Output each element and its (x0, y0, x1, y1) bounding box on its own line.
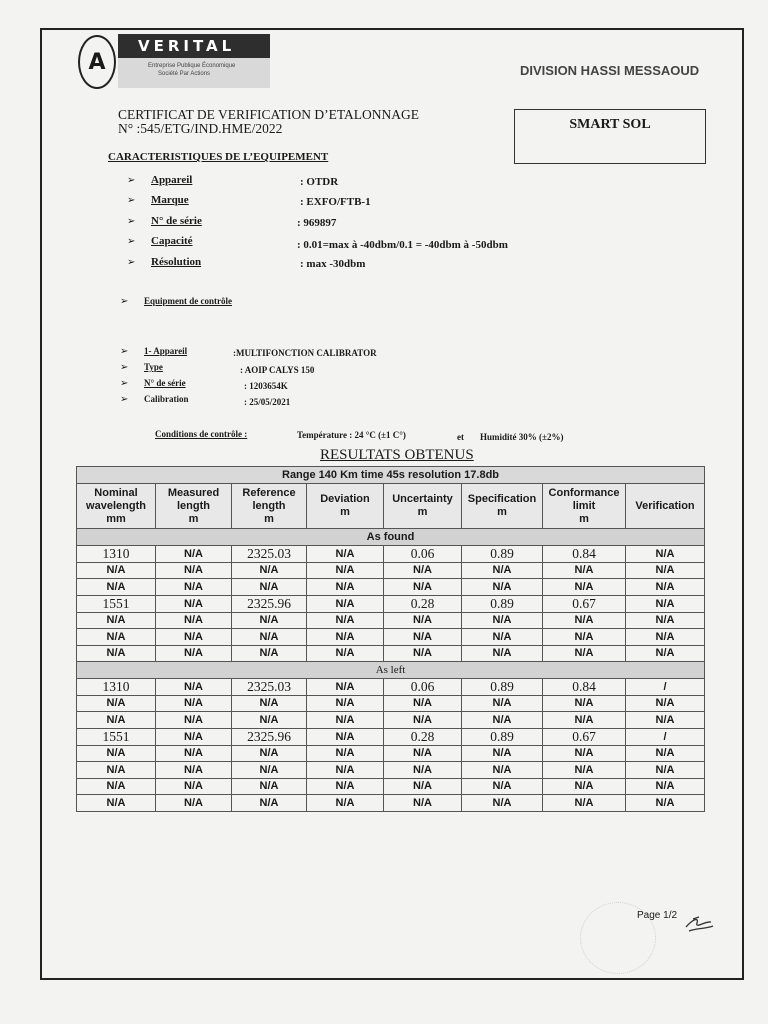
table-cell: N/A (543, 579, 626, 596)
control-label: Calibration (144, 394, 189, 404)
table-row (77, 645, 705, 662)
table-cell: 1310 (77, 545, 156, 562)
table-cell: N/A (77, 579, 156, 596)
table-cell: 0.67 (543, 728, 626, 745)
table-cell: N/A (462, 712, 543, 729)
table-cell: N/A (462, 629, 543, 646)
certificate-number: N° :545/ETG/IND.HME/2022 (118, 121, 283, 136)
table-cell: N/A (232, 629, 307, 646)
table-cell: N/A (626, 778, 705, 795)
table-row (77, 728, 705, 745)
column-header (307, 484, 384, 529)
table-cell: N/A (543, 612, 626, 629)
table-cell: N/A (307, 612, 384, 629)
control-section-heading (120, 296, 232, 307)
table-row (77, 595, 705, 612)
column-header-line: Verification (635, 499, 695, 512)
section-band (77, 529, 705, 546)
column-header-line: m (579, 512, 589, 525)
table-cell: N/A (77, 795, 156, 812)
table-cell: 0.89 (462, 595, 543, 612)
table-cell: N/A (156, 795, 232, 812)
control-item (120, 378, 186, 389)
table-cell: N/A (232, 762, 307, 779)
equipment-value: : 969897 (297, 217, 337, 229)
verital-logo (118, 34, 270, 88)
table-cell: 0.84 (543, 678, 626, 695)
column-header (77, 484, 156, 529)
equipment-item (127, 174, 192, 186)
table-cell: N/A (232, 562, 307, 579)
table-cell: 2325.03 (232, 678, 307, 695)
equipment-item (127, 256, 201, 268)
equipment-value: : max -30dbm (300, 258, 366, 270)
table-cell: / (626, 678, 705, 695)
table-cell: N/A (462, 795, 543, 812)
table-cell: N/A (156, 612, 232, 629)
equipment-section-title: CARACTERISTIQUES DE L’EQUIPEMENT (108, 151, 329, 163)
company-subtitle (118, 58, 270, 88)
company-subtitle-line1: Entreprise Publique Économique (148, 63, 236, 69)
table-cell: N/A (384, 562, 462, 579)
table-cell: N/A (307, 762, 384, 779)
table-cell: N/A (77, 562, 156, 579)
logo-letter: A (88, 49, 106, 75)
signature-icon (683, 913, 715, 937)
table-cell: N/A (462, 612, 543, 629)
column-header-line: Specification (467, 493, 537, 505)
table-row (77, 545, 705, 562)
control-item (120, 362, 163, 373)
table-cell: N/A (384, 795, 462, 812)
equipment-item (127, 194, 189, 206)
arrow-bullet-icon: ➢ (127, 257, 136, 268)
results-title: RESULTATS OBTENUS (320, 447, 474, 463)
table-cell: N/A (462, 562, 543, 579)
table-cell: N/A (384, 745, 462, 762)
company-name: VERITAL (118, 34, 270, 58)
column-header-line: m (188, 512, 199, 525)
column-header-line: limit (572, 499, 596, 512)
table-cell: N/A (384, 762, 462, 779)
table-cell: N/A (156, 678, 232, 695)
verital-logo-mark (78, 35, 116, 89)
table-row (77, 562, 705, 579)
arrow-bullet-icon: ➢ (127, 195, 136, 206)
table-cell: N/A (307, 595, 384, 612)
table-cell: N/A (384, 778, 462, 795)
table-cell: N/A (384, 645, 462, 662)
table-cell: N/A (462, 778, 543, 795)
table-cell: N/A (384, 629, 462, 646)
column-header-line: mm (106, 512, 126, 525)
table-cell: N/A (626, 745, 705, 762)
table-cell: 0.89 (462, 728, 543, 745)
table-cell: 0.89 (462, 678, 543, 695)
column-header (156, 484, 232, 529)
table-cell: N/A (232, 745, 307, 762)
control-item (120, 394, 189, 405)
table-cell: N/A (156, 712, 232, 729)
control-value: :MULTIFONCTION CALIBRATOR (233, 348, 377, 358)
client-box (514, 109, 706, 164)
table-cell: N/A (307, 629, 384, 646)
table-cell: N/A (543, 695, 626, 712)
table-cell: N/A (232, 695, 307, 712)
table-cell: / (626, 728, 705, 745)
table-cell: N/A (307, 545, 384, 562)
equipment-label: N° de série (151, 215, 202, 227)
table-row (77, 695, 705, 712)
table-cell: N/A (384, 712, 462, 729)
column-header (232, 484, 307, 529)
arrow-bullet-icon: ➢ (127, 236, 136, 247)
column-header-line: wavelength (86, 499, 146, 512)
table-row (77, 745, 705, 762)
arrow-bullet-icon: ➢ (120, 394, 129, 405)
table-cell: N/A (77, 629, 156, 646)
table-cell: N/A (77, 645, 156, 662)
table-cell: N/A (156, 745, 232, 762)
table-cell: 1551 (77, 595, 156, 612)
column-header (626, 484, 705, 529)
arrow-bullet-icon: ➢ (127, 216, 136, 227)
results-table (76, 466, 705, 812)
temperature-value: Température : 24 °C (±1 C°) (297, 430, 406, 440)
column-header-line: length (252, 499, 286, 512)
table-cell: N/A (626, 612, 705, 629)
table-cell: N/A (156, 629, 232, 646)
table-cell: 1551 (77, 728, 156, 745)
table-cell: N/A (384, 612, 462, 629)
table-cell: N/A (462, 695, 543, 712)
column-header-line: m (340, 506, 350, 518)
control-label: Type (144, 362, 163, 372)
table-cell: N/A (307, 745, 384, 762)
table-cell: N/A (626, 629, 705, 646)
table-cell: N/A (384, 579, 462, 596)
control-section-title: Equipment de contrôle (144, 296, 233, 306)
column-header-line: Uncertainty (392, 493, 453, 505)
arrow-bullet-icon: ➢ (120, 296, 129, 307)
table-cell: N/A (626, 545, 705, 562)
table-cell: N/A (626, 562, 705, 579)
table-cell: N/A (156, 645, 232, 662)
table-cell: 1310 (77, 678, 156, 695)
table-cell: N/A (307, 712, 384, 729)
column-header-line: Nominal (94, 486, 138, 499)
table-cell: 0.28 (384, 728, 462, 745)
table-cell: 0.06 (384, 678, 462, 695)
column-header-line: m (497, 506, 507, 518)
column-header (384, 484, 462, 529)
table-cell: N/A (232, 795, 307, 812)
results-body (77, 529, 705, 812)
control-label: 1- Appareil (144, 346, 188, 356)
table-cell: 2325.96 (232, 595, 307, 612)
table-row (77, 612, 705, 629)
table-cell: N/A (156, 778, 232, 795)
table-cell: N/A (543, 562, 626, 579)
table-cell: N/A (384, 695, 462, 712)
table-cell: N/A (307, 778, 384, 795)
section-band (77, 662, 705, 679)
certificate-title: CERTIFICAT DE VERIFICATION D’ETALONNAGE (118, 107, 419, 122)
column-header-line: Measured (167, 486, 220, 499)
table-cell: N/A (626, 795, 705, 812)
equipment-label: Appareil (151, 174, 193, 186)
table-cell: N/A (232, 712, 307, 729)
table-cell: N/A (232, 612, 307, 629)
company-subtitle-line2: Société Par Actions (158, 71, 211, 77)
table-cell: N/A (232, 778, 307, 795)
table-cell: N/A (462, 579, 543, 596)
table-row (77, 712, 705, 729)
equipment-label: Marque (151, 194, 189, 206)
control-value: : 25/05/2021 (244, 397, 291, 407)
column-header-line: Conformance (548, 486, 620, 499)
table-cell: N/A (156, 728, 232, 745)
table-cell: N/A (543, 778, 626, 795)
table-cell: N/A (462, 745, 543, 762)
table-cell: N/A (307, 645, 384, 662)
table-cell: 0.06 (384, 545, 462, 562)
table-cell: N/A (77, 712, 156, 729)
table-cell: N/A (156, 595, 232, 612)
column-header (462, 484, 543, 529)
client-name: SMART SOL (569, 117, 651, 132)
section-label: As found (77, 529, 705, 546)
table-cell: N/A (307, 795, 384, 812)
table-row (77, 678, 705, 695)
column-header-line: m (417, 506, 428, 518)
table-row (77, 762, 705, 779)
table-cell: 0.28 (384, 595, 462, 612)
table-cell: N/A (626, 712, 705, 729)
table-cell: 2325.03 (232, 545, 307, 562)
table-cell: 2325.96 (232, 728, 307, 745)
table-cell: N/A (307, 695, 384, 712)
table-cell: N/A (77, 612, 156, 629)
arrow-bullet-icon: ➢ (127, 175, 136, 186)
equipment-value: : OTDR (300, 176, 339, 188)
section-label: As left (77, 662, 705, 679)
conjunction-et: et (457, 432, 464, 442)
table-cell: N/A (307, 728, 384, 745)
page-number: Page 1/2 (637, 910, 678, 921)
arrow-bullet-icon: ➢ (120, 362, 129, 373)
control-item (120, 346, 187, 357)
column-header-row (77, 484, 705, 529)
equipment-item (127, 215, 202, 227)
table-cell: N/A (156, 562, 232, 579)
column-header (543, 484, 626, 529)
table-cell: 0.89 (462, 545, 543, 562)
column-header-line: Reference (242, 486, 296, 499)
table-cell: N/A (77, 695, 156, 712)
table-cell: N/A (626, 695, 705, 712)
table-cell: N/A (543, 645, 626, 662)
humidity-value: Humidité 30% (±2%) (480, 432, 564, 442)
equipment-item (127, 235, 193, 247)
table-cell: N/A (156, 762, 232, 779)
table-cell: N/A (626, 595, 705, 612)
table-row (77, 795, 705, 812)
control-label: N° de série (144, 378, 186, 388)
table-cell: 0.84 (543, 545, 626, 562)
table-cell: N/A (543, 712, 626, 729)
range-header: Range 140 Km time 45s resolution 17.8db (77, 467, 705, 484)
table-row (77, 629, 705, 646)
table-cell: N/A (462, 645, 543, 662)
table-cell: N/A (543, 629, 626, 646)
table-row (77, 579, 705, 596)
table-cell: N/A (307, 562, 384, 579)
table-cell: N/A (626, 762, 705, 779)
column-header-line: Deviation (320, 493, 370, 505)
table-cell: N/A (156, 579, 232, 596)
table-cell: N/A (462, 762, 543, 779)
equipment-value: : EXFO/FTB-1 (300, 196, 371, 208)
table-cell: N/A (156, 545, 232, 562)
table-cell: N/A (156, 695, 232, 712)
table-cell: N/A (543, 762, 626, 779)
table-row (77, 778, 705, 795)
division-label: DIVISION HASSI MESSAOUD (520, 63, 700, 78)
arrow-bullet-icon: ➢ (120, 346, 129, 357)
table-cell: N/A (77, 762, 156, 779)
table-cell: N/A (307, 678, 384, 695)
table-cell: N/A (232, 645, 307, 662)
certificate-heading (118, 108, 419, 136)
table-cell: N/A (77, 778, 156, 795)
table-cell: N/A (543, 745, 626, 762)
table-cell: N/A (77, 745, 156, 762)
control-value: : 1203654K (244, 381, 288, 391)
conditions-label: Conditions de contrôle : (155, 429, 248, 439)
table-cell: N/A (307, 579, 384, 596)
column-header-line: m (264, 512, 274, 525)
table-cell: N/A (626, 579, 705, 596)
equipment-label: Capacité (151, 235, 193, 247)
equipment-value: : 0.01=max à -40dbm/0.1 = -40dbm à -50dbm (297, 239, 508, 251)
table-cell: 0.67 (543, 595, 626, 612)
table-cell: N/A (626, 645, 705, 662)
column-header-line: length (177, 499, 210, 512)
table-cell: N/A (543, 795, 626, 812)
table-cell: N/A (232, 579, 307, 596)
equipment-label: Résolution (151, 256, 202, 268)
arrow-bullet-icon: ➢ (120, 378, 129, 389)
control-value: : AOIP CALYS 150 (240, 365, 315, 375)
